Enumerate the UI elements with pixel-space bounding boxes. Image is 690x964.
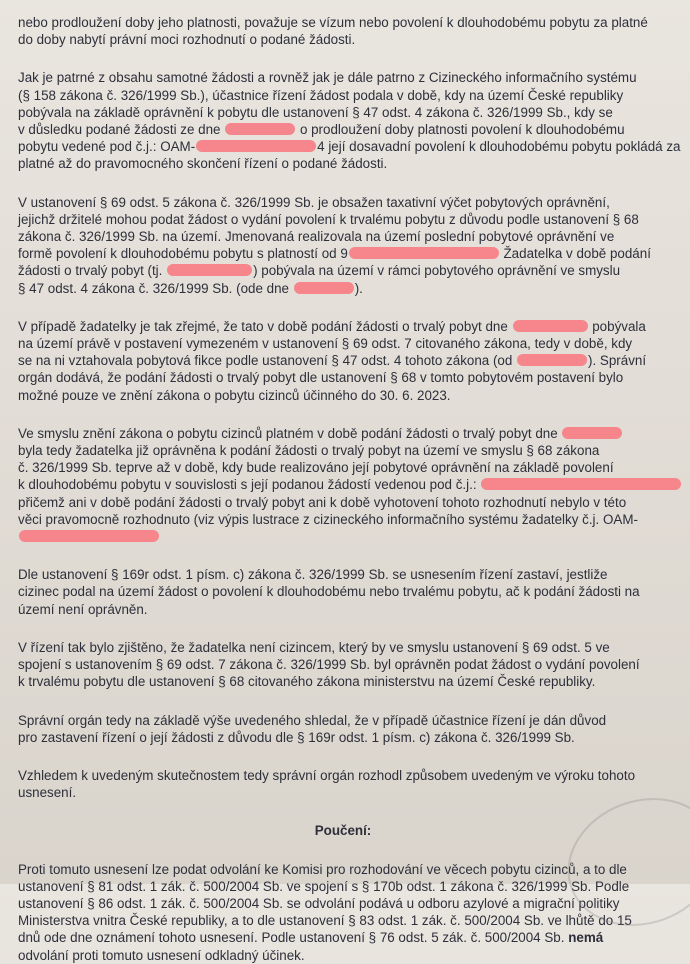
redaction-mark (562, 427, 622, 439)
text-segment: Žadatelka v době podání (499, 246, 651, 262)
text-line (18, 194, 668, 211)
text-segment: v důsledku podané žádosti ze dne (18, 122, 225, 138)
text-segment: V případě žadatelky je tak zřejmé, že tato v době podání žádosti o trvalý pobyt dne (18, 318, 512, 334)
text-line (18, 87, 668, 104)
text-segment: pobývala na základě oprávnění k pobytu dle ustanovení § 47 odst. 4 zákona č. 326/1999 Sb., kdy se (18, 104, 613, 120)
redaction-mark (513, 320, 588, 332)
redaction-mark (294, 282, 354, 294)
text-line (18, 784, 668, 801)
redaction-mark (19, 530, 159, 542)
appeal-line (18, 929, 668, 946)
text-segment: cizinec podal na území žádost o povolení k dlouhodobému nebo trvalému pobytu, ač k podání žádosti na (18, 584, 640, 600)
redaction-mark (349, 247, 499, 259)
text-segment: č. 326/1999 Sb. teprve až v době, kdy bude realizováno její pobytové oprávnění na základě povolení (18, 460, 614, 476)
text-segment: Ve smyslu znění zákona o pobytu cizinců platném v době podání žádosti o trvalý pobyt dne (18, 425, 562, 441)
text-line (18, 712, 668, 729)
text-line (18, 155, 668, 172)
text-line (18, 425, 668, 442)
text-line (18, 245, 668, 262)
redaction-mark (481, 478, 681, 490)
text-segment: do doby nabytí právní moci rozhodnutí o podané žádosti. (18, 32, 356, 48)
paragraph (18, 712, 668, 746)
text-line (18, 31, 668, 48)
text-segment: pobývala (588, 318, 646, 334)
text-line (18, 318, 668, 335)
text-line (18, 583, 668, 600)
appeal-line: ustanovení § 86 odst. 1 zák. č. 500/2004 Sb. se odvolání podává u odboru azylové a migrační politiky (18, 895, 620, 911)
text-segment: platné až do pravomocného skončení řízení o podané žádosti. (18, 156, 388, 172)
text-line (18, 476, 668, 493)
text-line (18, 494, 668, 511)
text-line (18, 104, 668, 121)
text-line (18, 280, 668, 297)
text-segment: území není oprávněn. (18, 601, 148, 617)
text-segment: možné pouze ve znění zákona o pobytu cizinců účinného do 30. 6. 2023. (18, 387, 451, 403)
appeal-line: Ministerstva vnitra České republiky, a to dle ustanovení § 83 odst. 1 zák. č. 500/2004 Sb. ve lhůtě do 15 (18, 913, 632, 929)
text-segment: orgán dodává, že podání žádosti o trvalý pobyt dle ustanovení § 68 v tomto pobytovém postavení bylo (18, 370, 624, 386)
text-segment: se na ni vztahovala pobytová fikce podle ustanovení § 47 odst. 4 tohoto zákona (od (18, 353, 517, 369)
redaction-mark (196, 140, 316, 152)
text-line (18, 211, 668, 228)
text-line (18, 228, 668, 245)
text-line (18, 673, 668, 690)
text-segment: ). (354, 280, 363, 296)
text-segment: k dlouhodobému pobytu v souvislosti s její podanou žádostí vedenou pod č.j.: (18, 477, 481, 493)
text-line (18, 459, 668, 476)
text-segment: pro zastavení řízení o její žádosti z důvodu dle § 169r odst. 1 písm. c) zákona č. 326/1999 Sb. (18, 729, 575, 745)
text-segment: Správní orgán tedy na základě výše uvedeného shledal, že v případě účastnice řízení je dán důvod (18, 712, 607, 728)
text-line (18, 387, 668, 404)
paragraph (18, 639, 668, 691)
text-line (18, 69, 668, 86)
text-segment: na území právě v postavení vymezeném v ustanovení § 69 odst. 7 citovaného zákona, tedy v době, kdy (18, 336, 633, 352)
appeal-line-text: dnů ode dne oznámení tohoto usnesení. Podle ustanovení § 76 odst. 5 zák. č. 500/2004 Sb. (18, 930, 565, 946)
text-segment: nebo prodloužení doby jeho platnosti, považuje se vízum nebo povolení k dlouhodobému pobytu za platné (18, 15, 648, 30)
text-segment: ). Správní (588, 353, 647, 369)
text-segment: o prodloužení doby platnosti povolení k dlouhodobému (296, 122, 625, 138)
text-segment: Vzhledem k uvedeným skutečnostem tedy správní orgán rozhodl způsobem uvedeným ve výroku tohoto (18, 767, 636, 783)
text-line (18, 639, 668, 656)
text-line (18, 601, 668, 618)
document-body (18, 14, 681, 801)
text-line (18, 442, 668, 459)
text-line (18, 729, 668, 746)
paragraph (18, 566, 668, 618)
text-line (18, 566, 668, 583)
text-segment: 4 její dosavadní povolení k dlouhodobému pobytu pokládá za (317, 139, 681, 155)
text-line (18, 528, 668, 545)
text-line (18, 14, 668, 31)
text-segment: V řízení tak bylo zjištěno, že žadatelka není cizincem, který by ve smyslu ustanovení § 69 odst. 5 ve (18, 639, 610, 655)
text-segment: usnesení. (18, 785, 77, 801)
text-line (18, 335, 668, 352)
text-line (18, 121, 668, 138)
text-segment: žádosti o trvalý pobyt (tj. (18, 263, 167, 279)
paragraph (18, 194, 668, 297)
paragraph (18, 69, 681, 172)
text-segment: přičemž ani v době podání žádosti o trvalý pobyt ani k době vyhotovení tohoto rozhodnutí nebylo v této (18, 494, 627, 510)
bold-emphasis: nemá (568, 930, 604, 946)
appeal-line: odvolání proti tomuto usnesení odkladný účinek. (18, 947, 305, 963)
text-line (18, 656, 668, 673)
redaction-mark (517, 354, 587, 366)
text-segment: (§ 158 zákona č. 326/1999 Sb.), účastnice řízení žádost podala v době, kdy na území České republiky (18, 87, 624, 103)
text-segment: k trvalému pobytu dle ustanovení § 68 citovaného zákona ministerstvu na území České republiky. (18, 674, 596, 690)
text-segment: V ustanovení § 69 odst. 5 zákona č. 326/1999 Sb. je obsažen taxativní výčet pobytových oprávnění, (18, 194, 610, 210)
appeal-line: Proti tomuto usnesení lze podat odvolání ke Komisi pro rozhodování ve věcech pobytu cizinců, a to dle (18, 861, 627, 877)
text-segment: Jak je patrné z obsahu samotné žádosti a rovněž jak je dále patrno z Cizineckého informačního systému (18, 70, 637, 86)
text-segment: ) pobývala na území v rámci pobytového oprávnění ve smyslu (253, 263, 621, 279)
text-line (18, 511, 668, 528)
text-segment: byla tedy žadatelka již oprávněna k podání žádosti o trvalý pobyt na území ve smyslu § 68 zákona (18, 443, 600, 459)
text-segment: pobytu vedené pod č.j.: OAM- (18, 139, 196, 155)
text-segment: Dle ustanovení § 169r odst. 1 písm. c) zákona č. 326/1999 Sb. se usnesením řízení zastaví, jestliže (18, 567, 608, 583)
text-line (18, 767, 668, 784)
text-line (18, 138, 681, 155)
instruction-heading: Poučení: (314, 823, 372, 839)
text-segment: věci pravomocně rozhodnuto (viz výpis lustrace z cizineckého informačního systému žadatelky č.j. OAM- (18, 511, 638, 527)
text-line (18, 352, 668, 369)
paragraph (18, 767, 668, 801)
redaction-mark (225, 123, 295, 135)
text-segment: jejichž držitelé mohou podat žádost o vydání povolení k trvalému pobytu z důvodu podle ustanovení § 68 (18, 211, 639, 227)
text-segment: § 47 odst. 4 zákona č. 326/1999 Sb. (ode dne (18, 280, 293, 296)
text-line (18, 369, 668, 386)
text-line (18, 262, 668, 279)
text-segment: formě povolení k dlouhodobému pobytu s platností od 9 (18, 246, 348, 262)
appeal-line: ustanovení § 81 odst. 1 zák. č. 500/2004 Sb. ve spojení s § 170b odst. 1 zákona č. 326/1999 Sb. Podle (18, 878, 630, 894)
paragraph (18, 425, 668, 545)
paragraph (18, 14, 668, 48)
text-segment: spojení s ustanovením § 69 odst. 7 zákona č. 326/1999 Sb. byl oprávněn podat žádost o vydání povolení (18, 657, 640, 673)
redaction-mark (167, 264, 252, 276)
text-segment: zákona č. 326/1999 Sb. na území. Jmenovaná realizovala na území poslední pobytové oprávnění ve (18, 229, 615, 245)
paragraph (18, 318, 668, 404)
